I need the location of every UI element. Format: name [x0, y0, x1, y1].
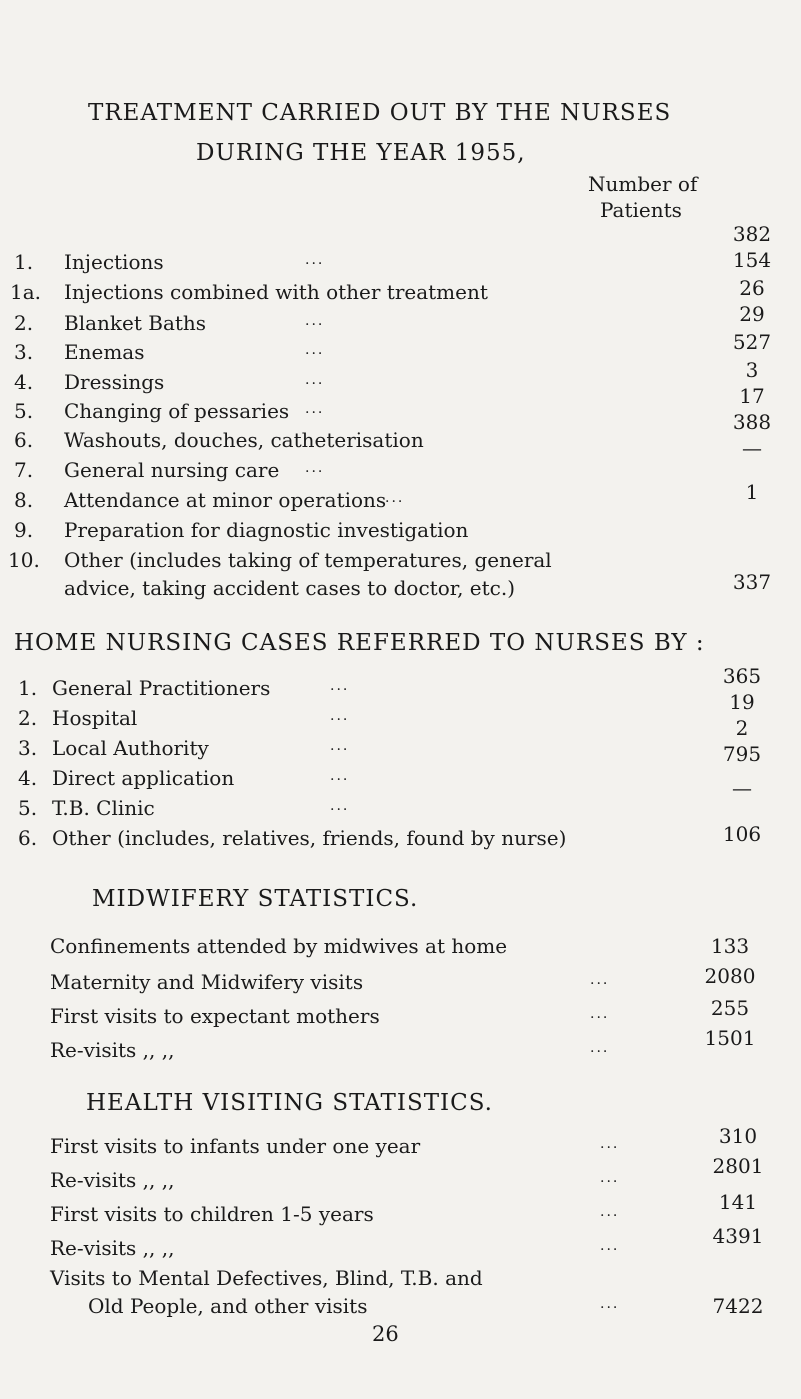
- health-label: Visits to Mental Defectives, Blind, T.B. and: [50, 1266, 483, 1290]
- treatment-label: Blanket Baths: [64, 311, 207, 335]
- treatment-value: 337: [732, 570, 772, 594]
- leader-dots: ...: [600, 1204, 620, 1220]
- leader-dots: ...: [330, 768, 350, 784]
- referral-label: Other (includes, relatives, friends, found by nurse): [52, 826, 567, 850]
- health-visiting-heading: HEALTH VISITING STATISTICS.: [86, 1090, 493, 1116]
- health-value: 4391: [712, 1224, 764, 1248]
- treatment-number: 1.: [14, 250, 34, 274]
- health-label-continuation: Old People, and other visits: [88, 1294, 368, 1318]
- treatment-label: Injections: [64, 250, 164, 274]
- treatment-number: 4.: [14, 370, 34, 394]
- treatment-label: Other (includes taking of temperatures, general: [64, 548, 552, 572]
- midwifery-label: Maternity and Midwifery visits: [50, 970, 364, 994]
- leader-dots: ...: [305, 252, 325, 268]
- treatment-value: 154: [732, 248, 772, 272]
- referral-value: 106: [722, 822, 762, 846]
- referral-value: 365: [722, 664, 762, 688]
- treatment-value: 382: [732, 222, 772, 246]
- health-label: First visits to infants under one year: [50, 1134, 421, 1158]
- treatment-number: 5.: [14, 399, 34, 423]
- referral-value: 795: [722, 742, 762, 766]
- midwifery-value: 2080: [704, 964, 756, 988]
- leader-dots: ...: [330, 708, 350, 724]
- health-value: 7422: [712, 1294, 764, 1318]
- referral-number: 1.: [18, 676, 38, 700]
- referral-number: 3.: [18, 736, 38, 760]
- treatment-label: Dressings: [64, 370, 165, 394]
- referral-label: General Practitioners: [52, 676, 271, 700]
- title-line-2: DURING THE YEAR 1955,: [196, 140, 526, 166]
- referral-value: 2: [735, 716, 749, 740]
- column-header-line-2: Patients: [600, 198, 682, 222]
- treatment-value: 388: [732, 410, 772, 434]
- midwifery-value: 133: [710, 934, 750, 958]
- treatment-number: 9.: [14, 518, 34, 542]
- health-label: First visits to children 1-5 years: [50, 1202, 374, 1226]
- leader-dots: ...: [590, 972, 610, 988]
- referral-label: Direct application: [52, 766, 235, 790]
- treatment-label: Injections combined with other treatment: [64, 280, 488, 304]
- treatment-label: Enemas: [64, 340, 145, 364]
- treatment-value: 26: [739, 276, 765, 300]
- treatment-number: 3.: [14, 340, 34, 364]
- leader-dots: ...: [305, 313, 325, 329]
- treatment-number: 10.: [8, 548, 40, 572]
- leader-dots: ...: [600, 1238, 620, 1254]
- column-header-line-1: Number of: [588, 172, 698, 196]
- treatment-label: General nursing care: [64, 458, 280, 482]
- leader-dots: ...: [590, 1006, 610, 1022]
- referral-label: Local Authority: [52, 736, 209, 760]
- leader-dots: ...: [330, 798, 350, 814]
- leader-dots: ...: [385, 490, 405, 506]
- referral-value: —: [732, 776, 752, 800]
- title-line-1: TREATMENT CARRIED OUT BY THE NURSES: [88, 100, 672, 126]
- midwifery-label: Confinements attended by midwives at home: [50, 934, 508, 958]
- referral-number: 4.: [18, 766, 38, 790]
- home-nursing-heading: HOME NURSING CASES REFERRED TO NURSES BY :: [14, 630, 705, 656]
- treatment-label: Attendance at minor operations: [64, 488, 387, 512]
- treatment-value: 3: [745, 358, 759, 382]
- treatment-value: 1: [745, 480, 759, 504]
- treatment-number: 8.: [14, 488, 34, 512]
- midwifery-value: 255: [710, 996, 750, 1020]
- health-label: Re-visits ,, ,,: [50, 1168, 175, 1192]
- health-value: 141: [718, 1190, 758, 1214]
- leader-dots: ...: [305, 372, 325, 388]
- referral-label: T.B. Clinic: [52, 796, 155, 820]
- leader-dots: ...: [600, 1296, 620, 1312]
- leader-dots: ...: [600, 1170, 620, 1186]
- page-number: 26: [372, 1322, 399, 1346]
- treatment-label-continuation: advice, taking accident cases to doctor, etc.): [64, 576, 516, 600]
- treatment-number: 6.: [14, 428, 34, 452]
- treatment-label: Preparation for diagnostic investigation: [64, 518, 469, 542]
- midwifery-label: Re-visits ,, ,,: [50, 1038, 175, 1062]
- leader-dots: ...: [305, 342, 325, 358]
- leader-dots: ...: [330, 678, 350, 694]
- treatment-label: Washouts, douches, catheterisation: [64, 428, 424, 452]
- midwifery-heading: MIDWIFERY STATISTICS.: [92, 886, 419, 912]
- health-value: 310: [718, 1124, 758, 1148]
- treatment-number: 1a.: [10, 280, 42, 304]
- leader-dots: ...: [305, 401, 325, 417]
- midwifery-label: First visits to expectant mothers: [50, 1004, 380, 1028]
- referral-number: 5.: [18, 796, 38, 820]
- treatment-value: 29: [739, 302, 765, 326]
- treatment-value: 527: [732, 330, 772, 354]
- referral-label: Hospital: [52, 706, 138, 730]
- treatment-value: 17: [739, 384, 765, 408]
- treatment-number: 2.: [14, 311, 34, 335]
- leader-dots: ...: [590, 1040, 610, 1056]
- referral-number: 6.: [18, 826, 38, 850]
- treatment-label: Changing of pessaries: [64, 399, 290, 423]
- leader-dots: ...: [305, 460, 325, 476]
- leader-dots: ...: [600, 1136, 620, 1152]
- referral-number: 2.: [18, 706, 38, 730]
- leader-dots: ...: [330, 738, 350, 754]
- midwifery-value: 1501: [704, 1026, 756, 1050]
- health-label: Re-visits ,, ,,: [50, 1236, 175, 1260]
- treatment-number: 7.: [14, 458, 34, 482]
- health-value: 2801: [712, 1154, 764, 1178]
- referral-value: 19: [729, 690, 755, 714]
- treatment-value: —: [742, 436, 762, 460]
